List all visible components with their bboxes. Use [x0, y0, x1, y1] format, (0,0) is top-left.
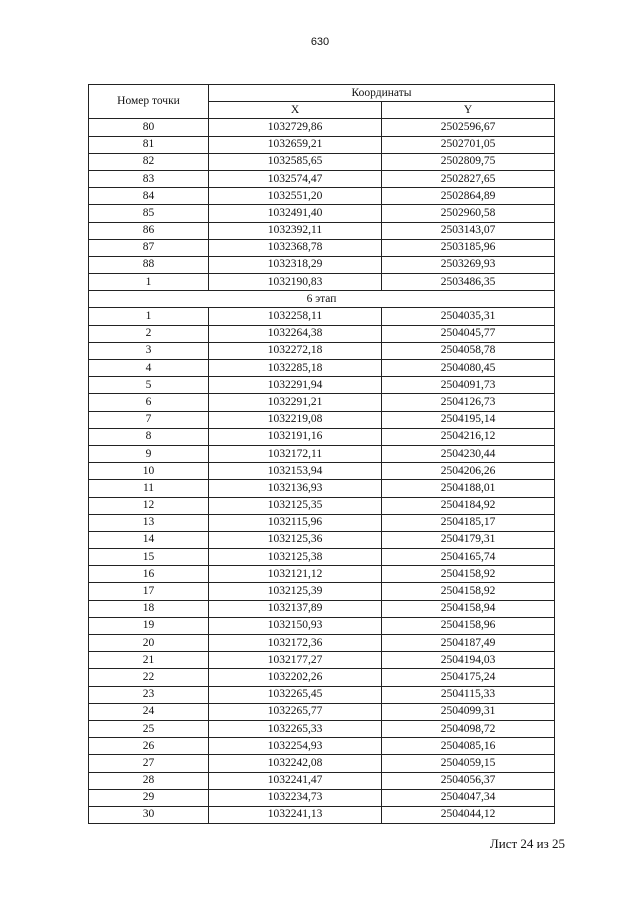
table-row	[89, 566, 555, 583]
y-coordinate-cell: 2504098,72	[382, 720, 555, 737]
x-coordinate-cell: 1032258,11	[209, 308, 382, 325]
point-number-cell: 2	[89, 325, 209, 342]
y-coordinate-cell: 2504045,77	[382, 325, 555, 342]
table-row	[89, 377, 555, 394]
x-coordinate-cell: 1032150,93	[209, 617, 382, 634]
x-coordinate-cell: 1032291,21	[209, 394, 382, 411]
table-row	[89, 463, 555, 480]
point-number-cell: 16	[89, 566, 209, 583]
table-row	[89, 583, 555, 600]
point-number-cell: 27	[89, 755, 209, 772]
x-coordinate-cell: 1032241,13	[209, 806, 382, 823]
point-number-cell: 15	[89, 549, 209, 566]
point-number-cell: 28	[89, 772, 209, 789]
table-row	[89, 342, 555, 359]
y-coordinate-cell: 2503486,35	[382, 274, 555, 291]
header-coordinates: Координаты	[209, 85, 555, 102]
table-stage-section	[89, 291, 555, 308]
table-row	[89, 308, 555, 325]
x-coordinate-cell: 1032191,16	[209, 428, 382, 445]
x-coordinate-cell: 1032172,11	[209, 445, 382, 462]
x-coordinate-cell: 1032392,11	[209, 222, 382, 239]
x-coordinate-cell: 1032285,18	[209, 360, 382, 377]
y-coordinate-cell: 2504044,12	[382, 806, 555, 823]
point-number-cell: 1	[89, 308, 209, 325]
x-coordinate-cell: 1032121,12	[209, 566, 382, 583]
y-coordinate-cell: 2504047,34	[382, 789, 555, 806]
y-coordinate-cell: 2502960,58	[382, 205, 555, 222]
point-number-cell: 80	[89, 119, 209, 136]
point-number-cell: 83	[89, 170, 209, 187]
point-number-cell: 3	[89, 342, 209, 359]
y-coordinate-cell: 2504187,49	[382, 635, 555, 652]
x-coordinate-cell: 1032125,38	[209, 549, 382, 566]
table-row	[89, 549, 555, 566]
point-number-cell: 20	[89, 635, 209, 652]
y-coordinate-cell: 2504188,01	[382, 480, 555, 497]
y-coordinate-cell: 2504115,33	[382, 686, 555, 703]
x-coordinate-cell: 1032242,08	[209, 755, 382, 772]
table-row	[89, 669, 555, 686]
x-coordinate-cell: 1032264,38	[209, 325, 382, 342]
y-coordinate-cell: 2502701,05	[382, 136, 555, 153]
table-row	[89, 325, 555, 342]
y-coordinate-cell: 2502596,67	[382, 119, 555, 136]
table-row	[89, 738, 555, 755]
table-row	[89, 119, 555, 136]
point-number-cell: 84	[89, 188, 209, 205]
x-coordinate-cell: 1032272,18	[209, 342, 382, 359]
y-coordinate-cell: 2504059,15	[382, 755, 555, 772]
y-coordinate-cell: 2504230,44	[382, 445, 555, 462]
x-coordinate-cell: 1032125,36	[209, 531, 382, 548]
point-number-cell: 11	[89, 480, 209, 497]
point-number-cell: 22	[89, 669, 209, 686]
table-row	[89, 480, 555, 497]
table-row	[89, 531, 555, 548]
point-number-cell: 86	[89, 222, 209, 239]
x-coordinate-cell: 1032202,26	[209, 669, 382, 686]
sheet-label: Лист 24 из 25	[489, 836, 565, 851]
table-row	[89, 635, 555, 652]
y-coordinate-cell: 2504179,31	[382, 531, 555, 548]
y-coordinate-cell: 2504185,17	[382, 514, 555, 531]
point-number-cell: 25	[89, 720, 209, 737]
y-coordinate-cell: 2504158,92	[382, 583, 555, 600]
y-coordinate-cell: 2504184,92	[382, 497, 555, 514]
table-row	[89, 239, 555, 256]
point-number-cell: 29	[89, 789, 209, 806]
point-number-cell: 17	[89, 583, 209, 600]
y-coordinate-cell: 2504206,26	[382, 463, 555, 480]
x-coordinate-cell: 1032729,86	[209, 119, 382, 136]
y-coordinate-cell: 2503185,96	[382, 239, 555, 256]
y-coordinate-cell: 2503269,93	[382, 256, 555, 273]
point-number-cell: 4	[89, 360, 209, 377]
point-number-cell: 19	[89, 617, 209, 634]
x-coordinate-cell: 1032115,96	[209, 514, 382, 531]
table-row	[89, 136, 555, 153]
table-row	[89, 789, 555, 806]
table-row	[89, 600, 555, 617]
x-coordinate-cell: 1032491,40	[209, 205, 382, 222]
x-coordinate-cell: 1032177,27	[209, 652, 382, 669]
table-row	[89, 755, 555, 772]
coordinates-table	[88, 84, 555, 824]
y-coordinate-cell: 2504126,73	[382, 394, 555, 411]
point-number-cell: 9	[89, 445, 209, 462]
stage-label: 6 этап	[89, 291, 555, 308]
x-coordinate-cell: 1032153,94	[209, 463, 382, 480]
header-y: Y	[382, 102, 555, 119]
x-coordinate-cell: 1032219,08	[209, 411, 382, 428]
x-coordinate-cell: 1032234,73	[209, 789, 382, 806]
table-row	[89, 514, 555, 531]
x-coordinate-cell: 1032254,93	[209, 738, 382, 755]
point-number-cell: 7	[89, 411, 209, 428]
table-body-first-section	[89, 119, 555, 291]
y-coordinate-cell: 2504194,03	[382, 652, 555, 669]
table-row	[89, 445, 555, 462]
x-coordinate-cell: 1032172,36	[209, 635, 382, 652]
y-coordinate-cell: 2504085,16	[382, 738, 555, 755]
x-coordinate-cell: 1032551,20	[209, 188, 382, 205]
x-coordinate-cell: 1032136,93	[209, 480, 382, 497]
table-row	[89, 360, 555, 377]
point-number-cell: 18	[89, 600, 209, 617]
y-coordinate-cell: 2504158,96	[382, 617, 555, 634]
y-coordinate-cell: 2504216,12	[382, 428, 555, 445]
x-coordinate-cell: 1032265,33	[209, 720, 382, 737]
point-number-cell: 88	[89, 256, 209, 273]
table-header-row	[89, 85, 555, 102]
table-row	[89, 428, 555, 445]
y-coordinate-cell: 2504099,31	[382, 703, 555, 720]
y-coordinate-cell: 2504158,92	[382, 566, 555, 583]
header-point-number: Номер точки	[89, 85, 209, 119]
point-number-cell: 5	[89, 377, 209, 394]
x-coordinate-cell: 1032318,29	[209, 256, 382, 273]
point-number-cell: 23	[89, 686, 209, 703]
point-number-cell: 13	[89, 514, 209, 531]
x-coordinate-cell: 1032241,47	[209, 772, 382, 789]
table-row	[89, 772, 555, 789]
x-coordinate-cell: 1032265,45	[209, 686, 382, 703]
point-number-cell: 81	[89, 136, 209, 153]
table-row	[89, 806, 555, 823]
point-number-cell: 82	[89, 153, 209, 170]
table-row	[89, 205, 555, 222]
table-row	[89, 153, 555, 170]
point-number-cell: 30	[89, 806, 209, 823]
x-coordinate-cell: 1032265,77	[209, 703, 382, 720]
table-row	[89, 222, 555, 239]
x-coordinate-cell: 1032137,89	[209, 600, 382, 617]
point-number-cell: 26	[89, 738, 209, 755]
point-number-cell: 8	[89, 428, 209, 445]
y-coordinate-cell: 2502827,65	[382, 170, 555, 187]
header-x: X	[209, 102, 382, 119]
point-number-cell: 10	[89, 463, 209, 480]
y-coordinate-cell: 2502864,89	[382, 188, 555, 205]
y-coordinate-cell: 2503143,07	[382, 222, 555, 239]
table-row	[89, 686, 555, 703]
point-number-cell: 87	[89, 239, 209, 256]
point-number-cell: 14	[89, 531, 209, 548]
table-row	[89, 497, 555, 514]
table-row	[89, 188, 555, 205]
y-coordinate-cell: 2502809,75	[382, 153, 555, 170]
point-number-cell: 6	[89, 394, 209, 411]
point-number-cell: 85	[89, 205, 209, 222]
y-coordinate-cell: 2504091,73	[382, 377, 555, 394]
x-coordinate-cell: 1032368,78	[209, 239, 382, 256]
y-coordinate-cell: 2504175,24	[382, 669, 555, 686]
x-coordinate-cell: 1032125,39	[209, 583, 382, 600]
y-coordinate-cell: 2504195,14	[382, 411, 555, 428]
table-row	[89, 652, 555, 669]
x-coordinate-cell: 1032659,21	[209, 136, 382, 153]
table-row	[89, 703, 555, 720]
table-body-stage-6	[89, 308, 555, 824]
table-row	[89, 256, 555, 273]
table-row	[89, 720, 555, 737]
page-number: 630	[310, 36, 330, 48]
x-coordinate-cell: 1032190,83	[209, 274, 382, 291]
y-coordinate-cell: 2504058,78	[382, 342, 555, 359]
point-number-cell: 21	[89, 652, 209, 669]
table-row	[89, 394, 555, 411]
point-number-cell: 24	[89, 703, 209, 720]
x-coordinate-cell: 1032574,47	[209, 170, 382, 187]
table-row	[89, 170, 555, 187]
table-row	[89, 411, 555, 428]
y-coordinate-cell: 2504056,37	[382, 772, 555, 789]
y-coordinate-cell: 2504158,94	[382, 600, 555, 617]
stage-row	[89, 291, 555, 308]
y-coordinate-cell: 2504035,31	[382, 308, 555, 325]
point-number-cell: 12	[89, 497, 209, 514]
y-coordinate-cell: 2504165,74	[382, 549, 555, 566]
table-row	[89, 617, 555, 634]
x-coordinate-cell: 1032291,94	[209, 377, 382, 394]
x-coordinate-cell: 1032585,65	[209, 153, 382, 170]
point-number-cell: 1	[89, 274, 209, 291]
x-coordinate-cell: 1032125,35	[209, 497, 382, 514]
table-row	[89, 274, 555, 291]
y-coordinate-cell: 2504080,45	[382, 360, 555, 377]
